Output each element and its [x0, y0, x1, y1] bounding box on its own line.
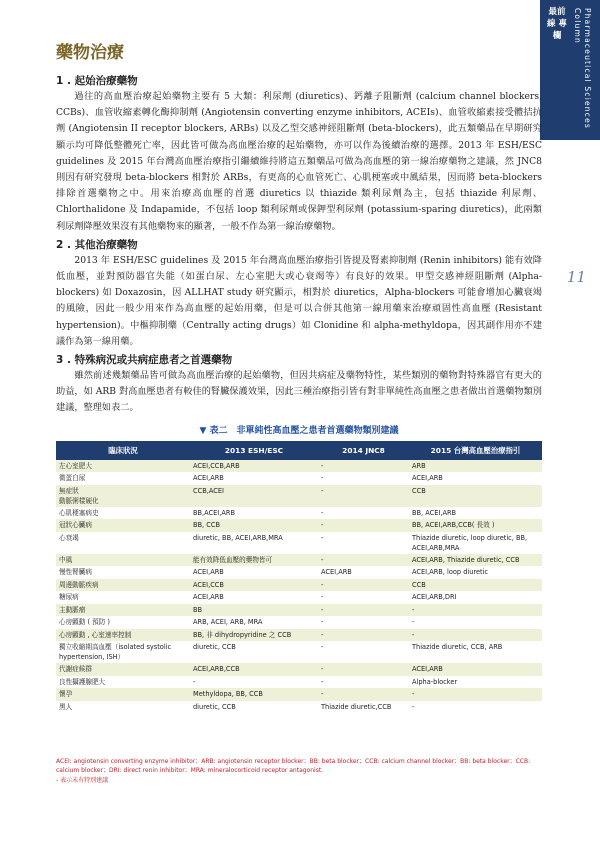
- table-row: [56, 554, 542, 567]
- table-row: [56, 676, 542, 689]
- table-cell: diuretic, CCB: [193, 643, 236, 652]
- table-cell: 左心室肥大: [56, 460, 190, 473]
- table-cell: ACEI,ARB,DRI: [412, 593, 457, 602]
- table-cell: -: [321, 508, 324, 517]
- table-row: [56, 472, 542, 485]
- column-tab-zh: 最前線 專欄: [547, 7, 567, 41]
- paragraph-1: 過往的高血壓治療起始藥物主要有 5 大類：利尿劑 (diuretics)、鈣離子阻斷劑 (calcium channel blockers, CCBs)、血管收縮素轉化酶抑制劑 (Angiotensin converting enzyme inhibitors, ACEIs)、血管收縮素接受體拮抗劑 (Angiotensin II receptor blockers, ARBs) 以及乙型交感神經阻斷劑 (beta-blockers)，此五類藥品在早期研究顯示均可降低整體死亡率，因此皆可做為高血壓治療的起始藥物，亦可以作為後續治療的選擇。2013 年 ESH/ESC guidelines 及 2015 年台灣高血壓治療指引繼續維持將這五類藥品可做為高血壓的第一線治療藥物之建議，然 JNC8 則因有研究發現 beta-blockers 相對於 ARBs，有更高的心血管死亡、心肌梗塞或中風結果，因而將 beta-blockers 排除首選藥物之中。用來治療高血壓的首選 diuretics 以 thiazide 類利尿劑為主，包括 thiazide 利尿劑、Chlorthalidone 及 Indapamide，不包括 loop 類利尿劑或保鉀型利尿劑 (potassium-sparing diuretics)，此兩類利尿劑降壓效果沒有其他藥物來的顯著，一般不作為第一線治療藥物。: [56, 91, 542, 232]
- subsection-heading-3: 3 . 特殊病況或共病症患者之首選藥物: [56, 354, 233, 367]
- table-cell: diuretic, BB, ACEI,ARB,MRA: [193, 533, 283, 542]
- table-cell: -: [318, 519, 409, 532]
- table-cell: 中風: [56, 554, 190, 567]
- table-cell: CCB,ACEI: [190, 485, 318, 507]
- header-cell: 2013 ESH/ESC: [190, 441, 318, 460]
- table-cell: -: [321, 643, 324, 652]
- table-cell: ACEI,CCB: [190, 579, 318, 592]
- table-cell: ACEI,CCB,ARB: [190, 460, 318, 473]
- table-cell: 糖尿病: [59, 593, 79, 602]
- table-cell: BB: [190, 604, 318, 617]
- column-tab-en: Pharmaceutical Sciences Column: [573, 8, 592, 130]
- table-row: [56, 485, 542, 507]
- table-cell: -: [318, 554, 409, 567]
- table-row: [56, 641, 542, 663]
- table-cell: CCB: [409, 485, 542, 507]
- table-cell: ACEI,ARB,CCB: [190, 663, 318, 676]
- section-title: 藥物治療: [56, 43, 124, 63]
- header-cell: 2015 台灣高血壓治療指引: [409, 441, 542, 460]
- table-cell: -: [318, 663, 409, 676]
- table-cell: Thiazide diuretic, CCB, ARB: [412, 643, 503, 652]
- table-cell: BB, 非 dihydropyridine 之 CCB: [190, 629, 318, 642]
- table-row: [56, 629, 542, 642]
- header-cell: 2014 JNC8: [318, 441, 409, 460]
- table-row: [56, 579, 542, 592]
- subsection-heading-1: 1 . 起始治療藥物: [56, 75, 138, 87]
- table-cell: -: [409, 688, 542, 701]
- table-row: [56, 507, 542, 520]
- table-cell: BB, ACEI,ARB,CCB( 長效 ): [409, 519, 542, 532]
- table-cell: 心衰竭: [59, 533, 79, 542]
- subsection-heading-2: 2 . 其他治療藥物: [56, 238, 138, 251]
- table-cell: 冠狀心臟病: [56, 519, 190, 532]
- table-cell: -: [409, 629, 542, 642]
- table-cell: -: [318, 688, 409, 701]
- table-row: [56, 519, 542, 532]
- table-row: [56, 604, 542, 617]
- table-cell: Methyldopa, BB, CCB: [190, 688, 318, 701]
- article-body: [56, 38, 542, 713]
- table-cell: BB, CCB: [190, 519, 318, 532]
- table-cell: ARB, ACEI, ARB, MRA: [193, 618, 263, 627]
- table-cell: 良性攝護腺肥大: [59, 677, 106, 686]
- table-cell: Thiazide diuretic, loop diuretic, BB, ACEI,ARB,MRA: [412, 533, 528, 552]
- paragraph-2: 2013 年 ESH/ESC guidelines 及 2015 年台灣高血壓治療指引皆提及腎素抑制劑 (Renin inhibitors) 能有效降低血壓，並對預防器官失能（如蛋白尿、左心室肥大或心衰竭等）有良好的效果。甲型交感神經阻斷劑 (Alpha-blockers) 如 Doxazosin，因 ALLHAT study 研究顯示，相對於 diuretics，Alpha-blockers 可能會增加心臟衰竭的風險，因此一般少用來作為高血壓的起始用藥，但是可以合併其他第一線用藥來治療頑固性高血壓 (Resistant hypertension)。中樞抑制藥（Centrally acting drugs）如 Clonidine 和 alpha-methyldopa，因其副作用亦不建議作為第一線用藥。: [56, 254, 542, 347]
- table-cell: ACEI,ARB: [193, 593, 224, 602]
- table-cell: 慢性腎臟病: [59, 568, 92, 577]
- table-header-row: [56, 441, 542, 460]
- table-cell: 黑人: [59, 702, 73, 711]
- table-cell: BB, ACEI,ARB: [412, 508, 457, 517]
- table-cell: -: [412, 618, 415, 627]
- table-row: [56, 460, 542, 473]
- table-cell: ACEI,ARB: [409, 663, 542, 676]
- table-caption: ▼ 表二 非單純性高血壓之患者首選藥物類別建議: [199, 425, 399, 436]
- table-cell: 心房顫動 ( 預防 ): [59, 618, 110, 627]
- table-row: [56, 532, 542, 554]
- table-cell: ARB: [409, 460, 542, 473]
- recommendation-table: [56, 441, 542, 714]
- table-cell: ACEI,ARB: [193, 568, 224, 577]
- table-cell: ACEI,ARB: [321, 568, 352, 577]
- column-side-tab: [540, 0, 600, 140]
- dash-note: - 表示未有特別建議: [56, 777, 109, 784]
- table-cell: -: [318, 579, 409, 592]
- table-cell: 心房顫動 , 心室速率控制: [56, 629, 190, 642]
- abbreviation-note: ACEI: angiotensin converting enzyme inhibitor；ARB: angiotensin receptor blocker；BB: beta blocker；CCB: calcium channel blocker；BB: beta blocker；CCB: calcium blocker；DRI: direct renin inhibitor；MRA: mineralocorticoid receptor antagonist.: [56, 758, 531, 774]
- table-cell: ACEI,ARB: [412, 474, 443, 483]
- table-cell: ACEI,ARB, loop diuretic: [412, 568, 489, 577]
- table-row: [56, 591, 542, 604]
- table-cell: -: [318, 629, 409, 642]
- table-cell: 主動脈瘤: [56, 604, 190, 617]
- table-cell: -: [321, 533, 324, 542]
- table-cell: CCB: [409, 579, 542, 592]
- table-cell: 能有效降低血壓的藥物皆可: [190, 554, 318, 567]
- table-row: [56, 688, 542, 701]
- table-cell: 代謝症候群: [56, 663, 190, 676]
- paragraph-3: 雖然前述幾類藥品皆可做為高血壓治療的起始藥物，但因共病症及藥物特性，某些類別的藥物對特殊器官有更大的助益，如 ARB 對高血壓患者有較佳的腎臟保護效果，因此三種治療指引皆有對非單純性高血壓之患者做出首選藥物類別建議，整理如表二。: [56, 370, 542, 414]
- table-cell: -: [321, 677, 324, 686]
- header-cell: 臨床狀況: [56, 441, 190, 460]
- table-cell: diuretic, CCB: [193, 702, 236, 711]
- table-cell: -: [321, 593, 324, 602]
- table-cell: Thiazide diuretic,CCB: [321, 702, 392, 711]
- table-cell: ACEI,ARB, Thiazide diuretic, CCB: [409, 554, 542, 567]
- table-cell: -: [409, 604, 542, 617]
- table-cell: ACEI,ARB: [193, 474, 224, 483]
- table-footnotes: [56, 758, 542, 786]
- table-cell: -: [318, 604, 409, 617]
- table-cell: -: [318, 485, 409, 507]
- table-cell: 獨立收縮期高血壓（isolated systolic hypertension, ISH）: [59, 643, 172, 662]
- table-cell: -: [412, 702, 415, 711]
- table-cell: 無症狀 動脈粥樣硬化: [56, 485, 190, 507]
- table-cell: Alpha-blocker: [412, 677, 458, 686]
- table-cell: -: [321, 618, 324, 627]
- table-cell: BB,ACEI,ARB: [193, 508, 235, 517]
- table-row: [56, 566, 542, 579]
- table-cell: -: [321, 474, 324, 483]
- table-cell: 心肌梗塞病史: [59, 508, 99, 517]
- table-row: [56, 663, 542, 676]
- table-cell: 微蛋白尿: [59, 474, 86, 483]
- table-cell: -: [193, 677, 196, 686]
- table-row: [56, 616, 542, 629]
- table-cell: 周邊動脈疾病: [56, 579, 190, 592]
- page-number: 11: [566, 268, 586, 286]
- table-cell: -: [318, 460, 409, 473]
- table-cell: 懷孕: [56, 688, 190, 701]
- table-row: [56, 701, 542, 714]
